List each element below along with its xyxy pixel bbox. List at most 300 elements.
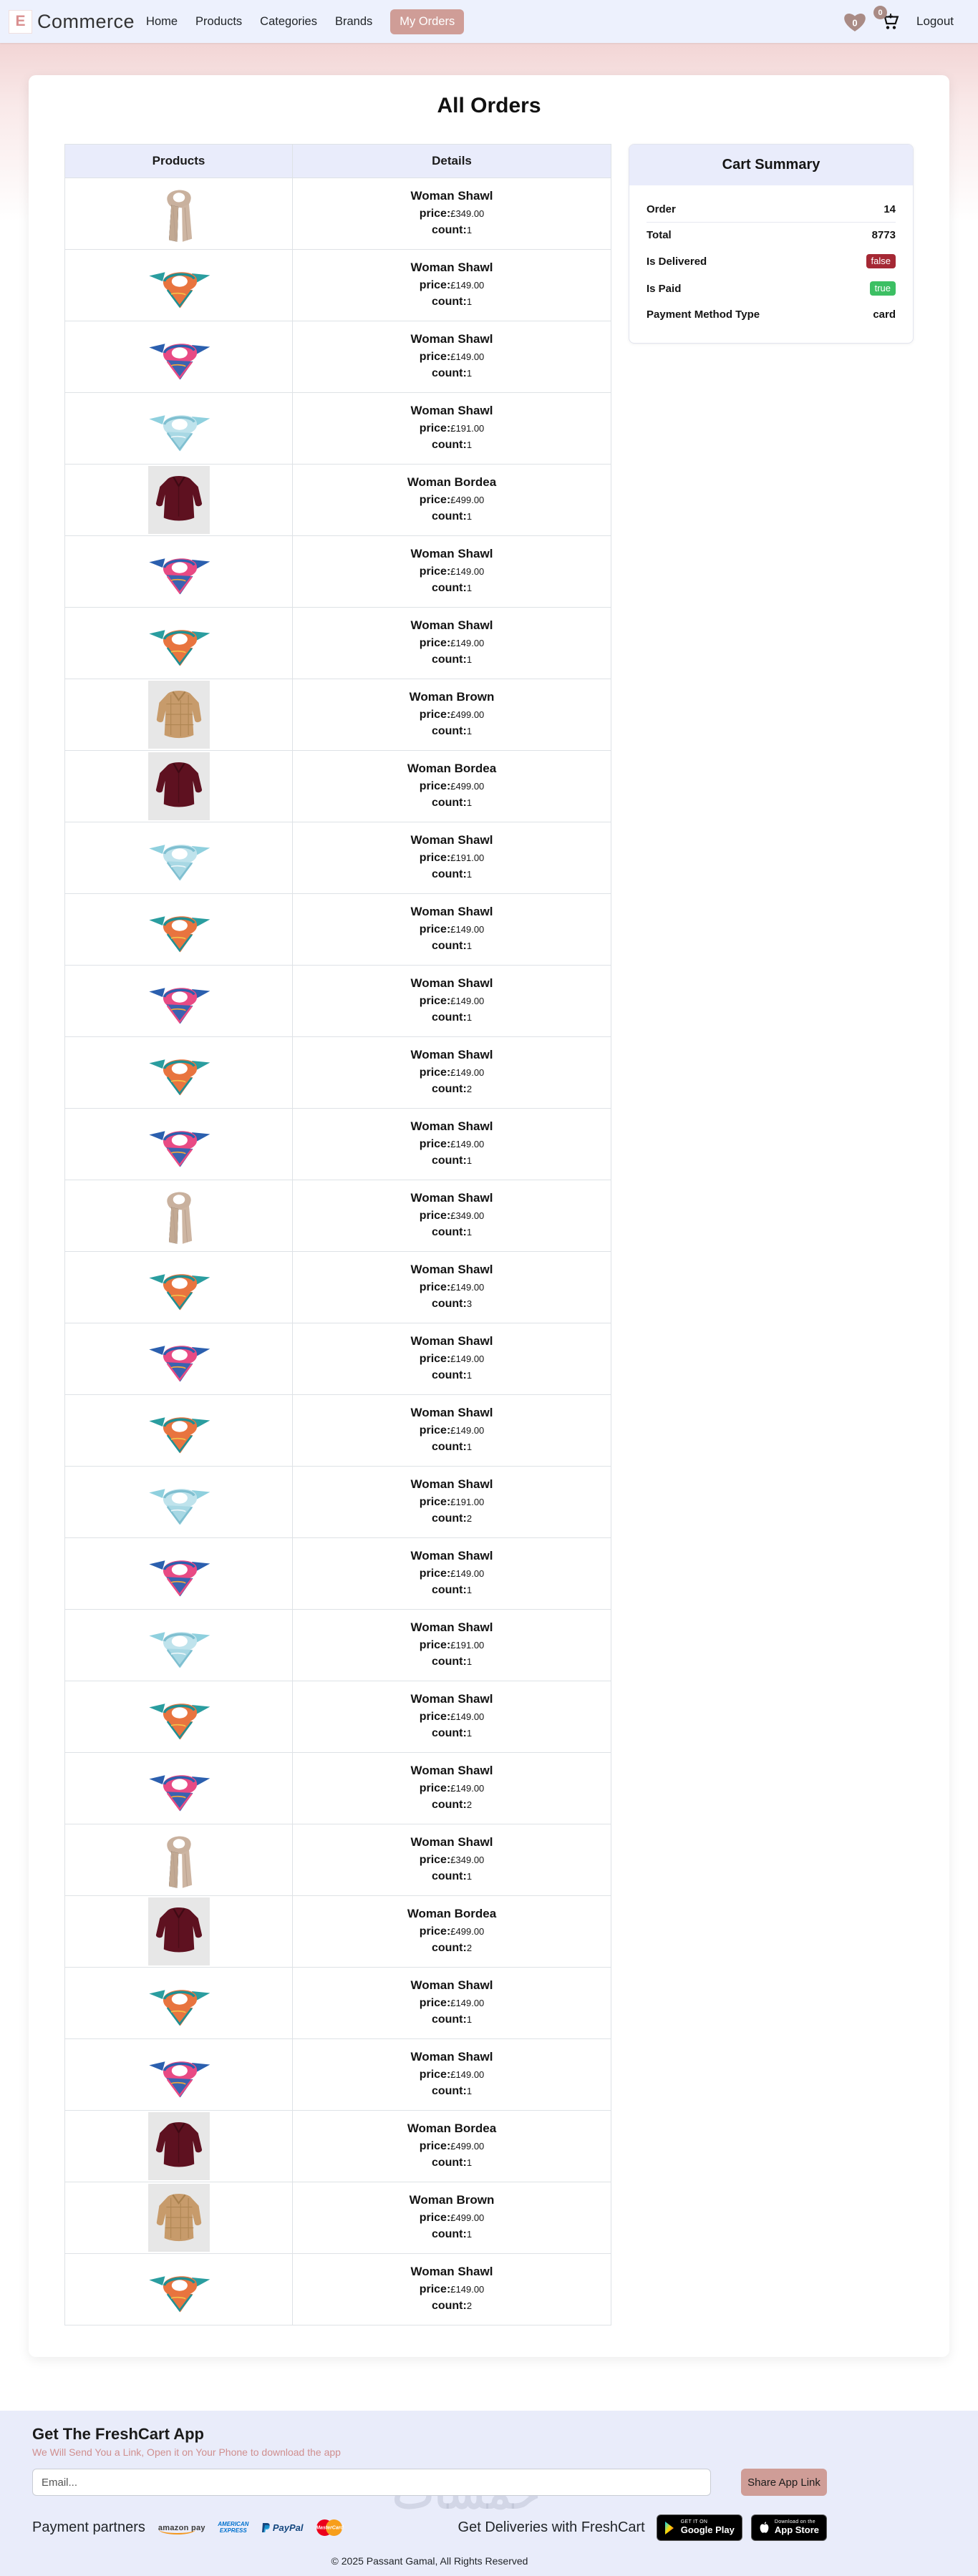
scarf-beige-product-image [155, 1827, 203, 1893]
bandana-pink-product-image [145, 1550, 213, 1598]
product-details-cell [293, 1395, 611, 1467]
count-label: count: [431, 653, 467, 666]
product-image-cell [65, 751, 293, 822]
price-value: £149.00 [450, 995, 485, 1006]
order-table-row [65, 2254, 611, 2325]
price-value: £499.00 [450, 780, 485, 792]
order-table-row [65, 465, 611, 536]
order-value: 14 [883, 203, 896, 215]
count-label: count: [431, 1011, 467, 1024]
product-price-line [293, 1995, 611, 2011]
order-table-row [65, 1467, 611, 1538]
count-value: 1 [466, 1728, 473, 1739]
order-table-row [65, 2039, 611, 2111]
bandana-teal-product-image [145, 261, 213, 310]
product-name: Woman Bordea [407, 1906, 497, 1920]
price-label: price: [419, 1066, 451, 1079]
price-label: price: [419, 923, 451, 935]
nav-item-home[interactable]: Home [146, 14, 178, 28]
order-table-row [65, 2182, 611, 2254]
order-table-row [65, 1896, 611, 1968]
product-count-line [293, 2226, 611, 2242]
count-value: 3 [466, 1298, 473, 1309]
product-details-cell [293, 966, 611, 1037]
product-count-line [293, 1439, 611, 1455]
google-play-badge[interactable]: GET IT ON Google Play [657, 2514, 742, 2541]
count-label: count: [431, 1799, 467, 1811]
product-name: Woman Shawl [410, 546, 493, 560]
summary-row-total [647, 223, 896, 248]
product-details-cell [293, 1180, 611, 1252]
product-price-line [293, 1136, 611, 1152]
product-count-line [293, 2154, 611, 2171]
count-label: count: [431, 439, 467, 451]
logout-link[interactable]: Logout [916, 14, 954, 28]
product-details-cell [293, 1824, 611, 1896]
product-price-line [293, 2281, 611, 2298]
price-label: price: [419, 207, 451, 220]
main-nav [146, 9, 464, 34]
bandana-teal-product-image [145, 1693, 213, 1741]
count-value: 1 [466, 869, 473, 880]
product-image-cell [65, 536, 293, 608]
count-label: count: [431, 510, 467, 523]
product-count-line [293, 1868, 611, 1885]
nav-item-categories[interactable]: Categories [260, 14, 317, 28]
product-details-cell [293, 679, 611, 751]
product-details-cell [293, 1037, 611, 1109]
price-label: price: [419, 1925, 451, 1938]
order-table-row [65, 2111, 611, 2182]
product-name: Woman Bordea [407, 761, 497, 775]
count-value: 1 [466, 511, 473, 522]
count-label: count: [431, 582, 467, 594]
product-image-cell [65, 1681, 293, 1753]
product-count-line [293, 1940, 611, 1956]
bandana-teal-product-image [145, 619, 213, 668]
count-label: count: [431, 1298, 467, 1310]
price-label: price: [419, 1710, 451, 1723]
product-name: Woman Shawl [410, 1548, 493, 1562]
orders-table [64, 144, 611, 2325]
bandana-blue-product-image [145, 834, 213, 883]
price-label: price: [419, 1352, 451, 1365]
count-value: 1 [466, 1656, 473, 1667]
price-label: price: [419, 1638, 451, 1651]
price-label: price: [419, 1853, 451, 1866]
price-value: £191.00 [450, 852, 485, 863]
order-label: Order [647, 203, 676, 215]
product-name: Woman Shawl [410, 1691, 493, 1706]
american-express-icon: AMERICAN EXPRESS [218, 2520, 249, 2534]
product-price-line [293, 1709, 611, 1725]
product-image-cell [65, 1467, 293, 1538]
product-image-cell [65, 679, 293, 751]
order-table-row [65, 751, 611, 822]
price-value: £191.00 [450, 422, 485, 434]
product-name: Woman Shawl [410, 618, 493, 632]
product-details-cell [293, 1323, 611, 1395]
is-paid-badge: true [870, 281, 896, 296]
count-label: count: [431, 1441, 467, 1453]
price-value: £499.00 [450, 494, 485, 505]
count-label: count: [431, 2300, 467, 2312]
product-name: Woman Shawl [410, 1405, 493, 1419]
order-table-row [65, 321, 611, 393]
bordea-product-image [148, 2112, 210, 2180]
product-image-cell [65, 2039, 293, 2111]
product-details-cell [293, 894, 611, 966]
product-name: Woman Shawl [410, 1119, 493, 1133]
google-play-icon [664, 2522, 676, 2534]
share-app-link-button[interactable]: Share App Link [741, 2469, 827, 2496]
deliveries-label: Get Deliveries with FreshCart [457, 2519, 645, 2535]
product-price-line [293, 1494, 611, 1510]
price-label: price: [419, 565, 451, 578]
bandana-pink-product-image [145, 1335, 213, 1384]
price-value: £149.00 [450, 1782, 485, 1794]
product-details-cell [293, 321, 611, 393]
bandana-blue-product-image [145, 1478, 213, 1527]
order-table-row [65, 679, 611, 751]
product-name: Woman Shawl [410, 976, 493, 990]
count-value: 2 [466, 2300, 473, 2311]
price-label: price: [419, 636, 451, 649]
product-price-line [293, 1422, 611, 1439]
price-value: £149.00 [450, 565, 485, 577]
count-label: count: [431, 2157, 467, 2169]
bandana-pink-product-image [145, 1764, 213, 1813]
footer [0, 2411, 978, 2576]
product-name: Woman Shawl [410, 904, 493, 918]
product-details-cell [293, 822, 611, 894]
bordea-product-image [148, 1897, 210, 1965]
count-label: count: [431, 1226, 467, 1238]
product-count-line [293, 437, 611, 453]
product-name: Woman Shawl [410, 260, 493, 274]
product-name: Woman Shawl [410, 1190, 493, 1205]
product-details-cell [293, 1467, 611, 1538]
product-image-cell [65, 1037, 293, 1109]
order-table-row [65, 966, 611, 1037]
order-table-row [65, 822, 611, 894]
order-table-row [65, 894, 611, 966]
product-name: Woman Shawl [410, 1262, 493, 1276]
product-count-line [293, 794, 611, 811]
cart-summary-title: Cart Summary [629, 145, 913, 185]
price-label: price: [419, 708, 451, 721]
price-label: price: [419, 1280, 451, 1293]
price-label: price: [419, 2211, 451, 2224]
count-value: 1 [466, 2229, 473, 2240]
product-count-line [293, 1296, 611, 1312]
order-table-row [65, 393, 611, 465]
price-label: price: [419, 1996, 451, 2009]
is-paid-label: Is Paid [647, 282, 682, 295]
product-name: Woman Shawl [410, 1333, 493, 1348]
nav-item-products[interactable]: Products [195, 14, 243, 28]
price-value: £349.00 [450, 1210, 485, 1221]
product-price-line [293, 1637, 611, 1653]
price-label: price: [419, 2068, 451, 2081]
count-value: 1 [466, 726, 473, 737]
count-value: 1 [466, 368, 473, 379]
product-name: Woman Shawl [410, 2264, 493, 2278]
count-value: 1 [466, 2157, 473, 2168]
product-image-cell [65, 393, 293, 465]
count-value: 1 [466, 1155, 473, 1166]
count-label: count: [431, 296, 467, 308]
count-value: 1 [466, 1370, 473, 1381]
product-details-cell [293, 1753, 611, 1824]
product-image-cell [65, 1968, 293, 2039]
product-price-line [293, 1351, 611, 1367]
product-count-line [293, 365, 611, 381]
product-price-line [293, 1852, 611, 1868]
product-count-line [293, 580, 611, 596]
product-price-line [293, 492, 611, 508]
paypal-p-icon [261, 2522, 271, 2533]
product-price-line [293, 420, 611, 437]
product-image-cell [65, 178, 293, 250]
product-price-line [293, 563, 611, 580]
count-label: count: [431, 1584, 467, 1596]
product-name: Woman Shawl [410, 188, 493, 203]
order-table-row [65, 1610, 611, 1681]
cart-count-badge: 0 [873, 6, 887, 19]
count-label: count: [431, 1155, 467, 1167]
column-header-products: Products [65, 145, 293, 178]
product-details-cell [293, 1538, 611, 1610]
product-price-line [293, 1565, 611, 1582]
nav-item-brands[interactable]: Brands [334, 14, 373, 28]
footer-subheading: We Will Send You a Link, Open it on Your Phone to download the app [32, 2446, 341, 2458]
price-label: price: [419, 994, 451, 1007]
brand-logo-text: Commerce [37, 10, 135, 32]
cart-button[interactable] [878, 8, 901, 31]
bandana-teal-product-image [145, 2265, 213, 2314]
count-value: 1 [466, 225, 473, 235]
product-price-line [293, 277, 611, 293]
product-name: Woman Shawl [410, 1477, 493, 1491]
product-image-cell [65, 1323, 293, 1395]
product-details-cell [293, 2111, 611, 2182]
product-name: Woman Shawl [410, 1763, 493, 1777]
product-count-line [293, 1653, 611, 1670]
brand-logo-letter: E [9, 10, 32, 34]
product-count-line [293, 1009, 611, 1026]
count-value: 1 [466, 941, 473, 951]
product-details-cell [293, 608, 611, 679]
price-label: price: [419, 422, 451, 434]
count-label: count: [431, 1870, 467, 1882]
bandana-blue-product-image [145, 1621, 213, 1670]
product-count-line [293, 508, 611, 525]
product-name: Woman Shawl [410, 832, 493, 847]
is-delivered-badge: false [866, 254, 896, 268]
price-value: £149.00 [450, 1997, 485, 2008]
nav-item-my-orders[interactable]: My Orders [390, 9, 464, 34]
count-label: count: [431, 2085, 467, 2097]
product-count-line [293, 1510, 611, 1527]
price-value: £149.00 [450, 1711, 485, 1722]
price-label: price: [419, 1782, 451, 1794]
orders-table-body [65, 178, 611, 2325]
price-label: price: [419, 278, 451, 291]
price-label: price: [419, 1567, 451, 1580]
product-image-cell [65, 2111, 293, 2182]
price-value: £349.00 [450, 1854, 485, 1865]
price-value: £191.00 [450, 1639, 485, 1651]
count-value: 1 [466, 1012, 473, 1023]
product-details-cell [293, 393, 611, 465]
brown-product-image [148, 2184, 210, 2252]
price-value: £149.00 [450, 1353, 485, 1364]
bordea-product-image [148, 752, 210, 820]
product-image-cell [65, 1753, 293, 1824]
price-value: £499.00 [450, 709, 485, 720]
orders-page-card [29, 75, 949, 2357]
product-image-cell [65, 1824, 293, 1896]
cart-summary-panel [629, 144, 914, 344]
product-image-cell [65, 1180, 293, 1252]
order-table-row [65, 178, 611, 250]
product-count-line [293, 1224, 611, 1240]
bandana-blue-product-image [145, 404, 213, 453]
order-table-row [65, 1538, 611, 1610]
product-count-line [293, 1582, 611, 1598]
order-table-row [65, 1037, 611, 1109]
brown-product-image [148, 681, 210, 749]
payment-method-label: Payment Method Type [647, 308, 760, 321]
count-value: 1 [466, 1585, 473, 1595]
brand-logo[interactable] [9, 10, 135, 34]
count-label: count: [431, 725, 467, 737]
product-image-cell [65, 1538, 293, 1610]
order-table-row [65, 250, 611, 321]
product-image-cell [65, 2254, 293, 2325]
count-value: 2 [466, 1513, 473, 1524]
count-value: 1 [466, 583, 473, 593]
total-label: Total [647, 229, 672, 241]
product-price-line [293, 1923, 611, 1940]
product-price-line [293, 205, 611, 222]
product-name: Woman Shawl [410, 1834, 493, 1849]
summary-row-payment-method [647, 302, 896, 327]
order-table-row [65, 1824, 611, 1896]
product-image-cell [65, 465, 293, 536]
price-value: £149.00 [450, 1066, 485, 1078]
count-label: count: [431, 1512, 467, 1525]
product-price-line [293, 706, 611, 723]
price-value: £499.00 [450, 2212, 485, 2223]
price-value: £149.00 [450, 1424, 485, 1436]
product-count-line [293, 293, 611, 310]
product-count-line [293, 651, 611, 668]
product-name: Woman Shawl [410, 1620, 493, 1634]
price-value: £149.00 [450, 1281, 485, 1293]
product-price-line [293, 2066, 611, 2083]
product-image-cell [65, 894, 293, 966]
order-table-row [65, 1180, 611, 1252]
bordea-product-image [148, 466, 210, 534]
summary-row-paid [647, 275, 896, 302]
count-label: count: [431, 2228, 467, 2240]
wishlist-count-badge: 0 [852, 17, 858, 29]
wishlist-button[interactable] [842, 11, 868, 33]
bandana-teal-product-image [145, 1979, 213, 2028]
order-table-row [65, 1323, 611, 1395]
count-label: count: [431, 1083, 467, 1095]
product-price-line [293, 1279, 611, 1296]
top-navbar [0, 0, 978, 43]
product-image-cell [65, 1252, 293, 1323]
bandana-teal-product-image [145, 905, 213, 954]
product-price-line [293, 349, 611, 365]
price-value: £499.00 [450, 1925, 485, 1937]
product-name: Woman Shawl [410, 403, 493, 417]
bandana-pink-product-image [145, 2051, 213, 2099]
product-details-cell [293, 1681, 611, 1753]
email-input[interactable] [32, 2469, 711, 2496]
product-price-line [293, 1780, 611, 1797]
product-count-line [293, 222, 611, 238]
product-price-line [293, 635, 611, 651]
bandana-teal-product-image [145, 1406, 213, 1455]
product-details-cell [293, 1252, 611, 1323]
bandana-pink-product-image [145, 333, 213, 381]
mastercard-icon: MasterCard [314, 2518, 345, 2537]
bandana-pink-product-image [145, 977, 213, 1026]
count-value: 1 [466, 2014, 473, 2025]
product-count-line [293, 1367, 611, 1384]
count-value: 2 [466, 1799, 473, 1810]
product-details-cell [293, 536, 611, 608]
product-details-cell [293, 1896, 611, 1968]
product-count-line [293, 723, 611, 739]
product-count-line [293, 866, 611, 883]
product-name: Woman Brown [409, 689, 495, 704]
product-price-line [293, 778, 611, 794]
app-store-badge[interactable]: Download on the App Store [751, 2514, 827, 2541]
product-price-line [293, 1064, 611, 1081]
price-label: price: [419, 2139, 451, 2152]
count-value: 1 [466, 296, 473, 307]
product-image-cell [65, 250, 293, 321]
order-table-row [65, 1681, 611, 1753]
price-value: £149.00 [450, 2069, 485, 2080]
product-price-line [293, 2138, 611, 2154]
product-image-cell [65, 1395, 293, 1467]
product-name: Woman Shawl [410, 331, 493, 346]
product-image-cell [65, 608, 293, 679]
price-label: price: [419, 1209, 451, 1222]
price-label: price: [419, 1137, 451, 1150]
count-value: 1 [466, 1871, 473, 1882]
column-header-details: Details [293, 145, 611, 178]
payment-method-value: card [873, 308, 896, 321]
product-name: Woman Bordea [407, 2121, 497, 2135]
price-value: £149.00 [450, 637, 485, 648]
copyright-text: © 2025 Passant Gamal, All Rights Reserved [331, 2555, 528, 2567]
price-value: £149.00 [450, 1568, 485, 1579]
product-name: Woman Bordea [407, 475, 497, 489]
apple-icon [759, 2522, 770, 2534]
order-table-row [65, 536, 611, 608]
price-value: £149.00 [450, 923, 485, 935]
product-image-cell [65, 822, 293, 894]
price-value: £149.00 [450, 351, 485, 362]
